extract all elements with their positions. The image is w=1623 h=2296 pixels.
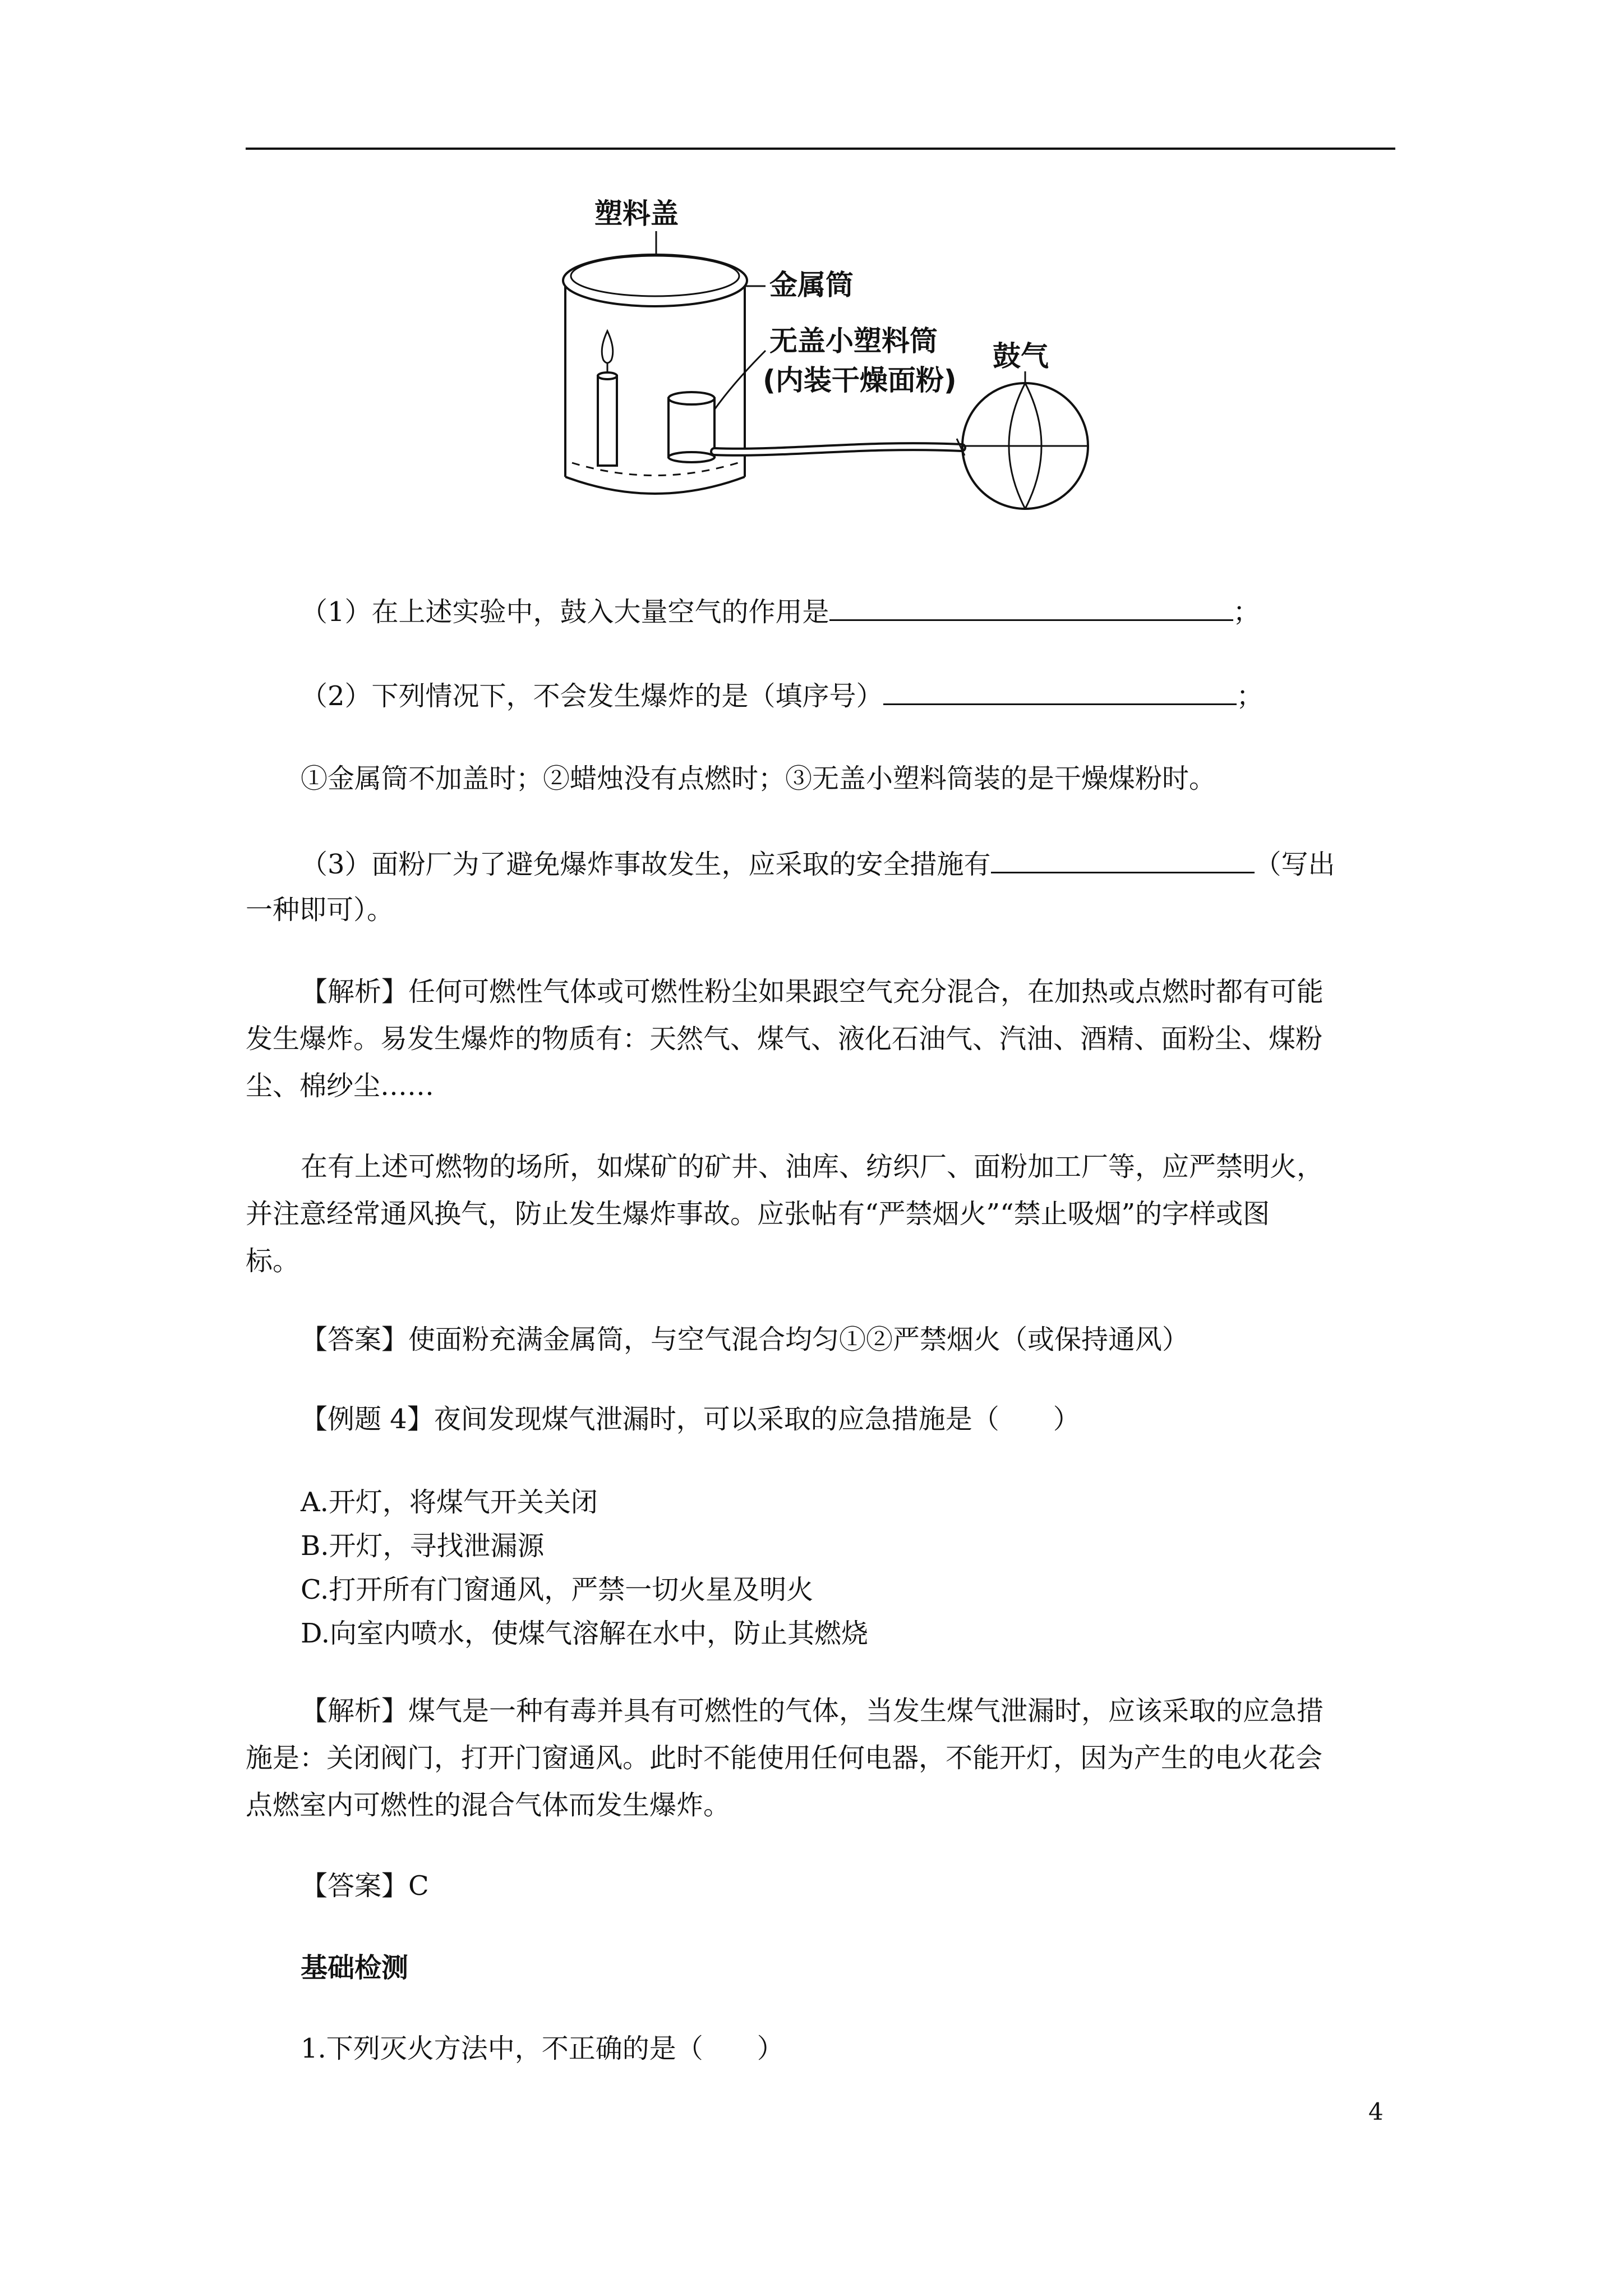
question-2-end: ； bbox=[1236, 680, 1264, 712]
plastic-cover bbox=[563, 255, 747, 306]
label-air-bulb: 鼓气 bbox=[993, 340, 1049, 372]
analysis-1-line-1: 【解析】任何可燃性气体或可燃性粉尘如果跟空气充分混合，在加热或点燃时都有可能 bbox=[301, 976, 1324, 1007]
analysis-2-line-3: 点燃室内可燃性的混合气体而发生爆炸。 bbox=[246, 1789, 731, 1821]
candle bbox=[598, 362, 617, 466]
page-number: 4 bbox=[1368, 2098, 1384, 2125]
analysis-1b-line-3: 标。 bbox=[246, 1245, 300, 1277]
answer-blank[interactable] bbox=[991, 846, 1255, 873]
label-plastic-cover: 塑料盖 bbox=[594, 197, 679, 230]
question-2-options: ①金属筒不加盖时；②蜡烛没有点燃时；③无盖小塑料筒装的是干燥煤粉时。 bbox=[301, 763, 1216, 794]
question-1-end: ； bbox=[1233, 596, 1260, 628]
label-small-cup: 无盖小塑料筒 bbox=[769, 325, 938, 357]
analysis-1b-line-1: 在有上述可燃物的场所，如煤矿的矿井、油库、纺织厂、面粉加工厂等，应严禁明火， bbox=[301, 1151, 1324, 1182]
example-4: 【例题 4】夜间发现煤气泄漏时，可以采取的应急措施是（ ） bbox=[301, 1404, 1080, 1435]
answer-2: 【答案】C bbox=[301, 1870, 429, 1902]
question-basic-1: 1.下列灭火方法中，不正确的是（ ） bbox=[301, 2033, 784, 2064]
question-1 bbox=[301, 593, 1450, 629]
answer-blank[interactable] bbox=[829, 593, 1233, 621]
option-d: D.向室内喷水，使煤气溶解在水中，防止其燃烧 bbox=[301, 1618, 869, 1649]
question-1-text: （1）在上述实验中，鼓入大量空气的作用是 bbox=[301, 596, 829, 628]
header-rule bbox=[246, 148, 1395, 150]
answer-blank[interactable] bbox=[883, 678, 1237, 705]
question-2 bbox=[301, 678, 1450, 713]
analysis-2-line-1: 【解析】煤气是一种有毒并具有可燃性的气体，当发生煤气泄漏时，应该采取的应急措 bbox=[301, 1695, 1324, 1727]
answer-1: 【答案】使面粉充满金属筒，与空气混合均匀①②严禁烟火（或保持通风） bbox=[301, 1324, 1189, 1355]
option-a: A.开灯，将煤气开关关闭 bbox=[301, 1487, 598, 1518]
question-3-end: （写出 bbox=[1254, 849, 1335, 880]
question-3-line-2: 一种即可）。 bbox=[246, 894, 394, 926]
analysis-1-line-3: 尘、棉纱尘…… bbox=[246, 1070, 435, 1102]
option-c: C.打开所有门窗通风，严禁一切火星及明火 bbox=[301, 1574, 814, 1605]
label-metal-can: 金属筒 bbox=[769, 269, 854, 301]
label-small-cup-contents: (内装干燥面粉) bbox=[763, 364, 957, 397]
analysis-2-line-2: 施是：关闭阀门，打开门窗通风。此时不能使用任何电器，不能开灯，因为产生的电火花会 bbox=[246, 1742, 1323, 1774]
small-plastic-cup bbox=[668, 392, 714, 462]
question-2-text: （2）下列情况下，不会发生爆炸的是（填序号） bbox=[301, 680, 883, 712]
analysis-1b-line-2: 并注意经常通风换气，防止发生爆炸事故。应张帖有“严禁烟火”“禁止吸烟”的字样或图 bbox=[246, 1198, 1270, 1230]
analysis-1-line-2: 发生爆炸。易发生爆炸的物质有：天然气、煤气、液化石油气、汽油、酒精、面粉尘、煤粉 bbox=[246, 1023, 1323, 1055]
question-3 bbox=[301, 846, 1450, 881]
question-3-text: （3）面粉厂为了避免爆炸事故发生，应采取的安全措施有 bbox=[301, 849, 991, 880]
metal-can bbox=[565, 280, 745, 494]
section-title: 基础检测 bbox=[301, 1952, 409, 1984]
air-bulb bbox=[957, 383, 1088, 509]
option-b: B.开灯，寻找泄漏源 bbox=[301, 1530, 545, 1562]
dust-explosion-apparatus-figure bbox=[550, 196, 1122, 510]
candle-flame-icon bbox=[602, 331, 613, 363]
